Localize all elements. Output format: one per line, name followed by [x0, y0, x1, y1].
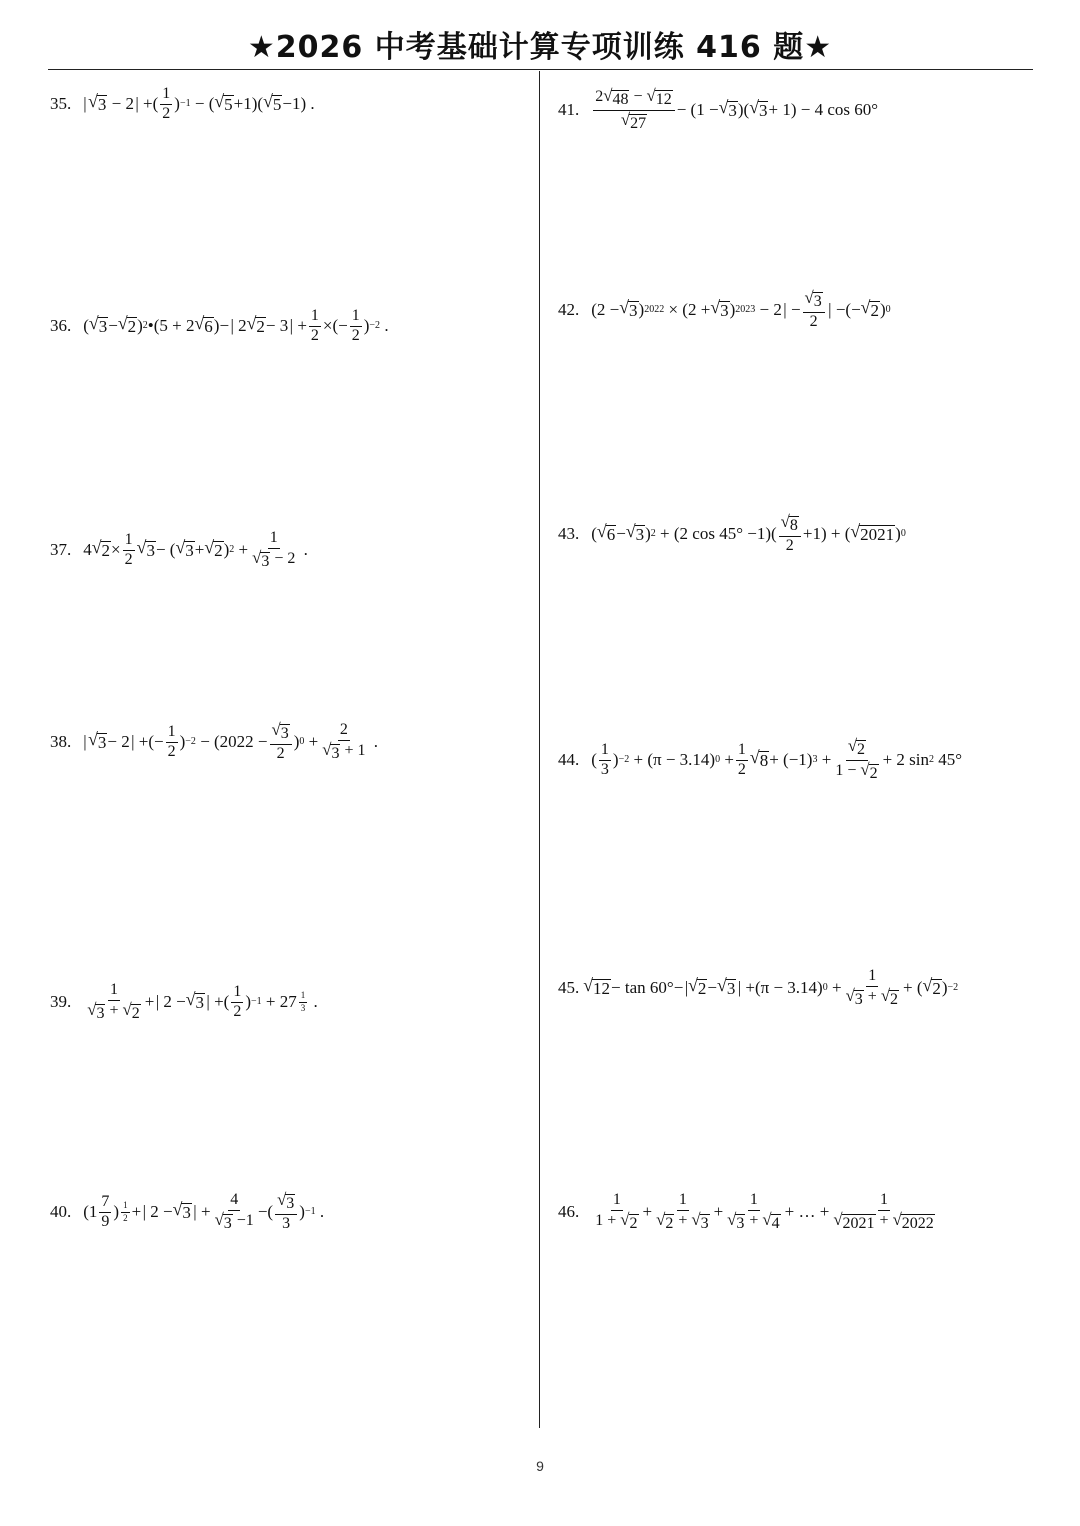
problem-number: 38. — [50, 732, 72, 752]
problem-41 — [558, 88, 878, 132]
problem-number: 45. — [558, 978, 580, 998]
problem-39 — [50, 982, 318, 1022]
problem-expression: ( $\frac{1}{3}$ ) −2 + (π − 3.14) 0 + $\frac{1}{2}$ √ 8 + (−1) 3 + √ 2 1 − √ 2 + 2 sin 2 45° — [591, 736, 963, 782]
problem-expression: 2 √ 48 − √ 12 √ 27 − (1 − √ 3 )( √ 3 + 1) − 4 cos 60° — [595, 86, 879, 132]
problem-number: 43. — [558, 524, 580, 544]
problem-number: 39. — [50, 992, 72, 1012]
problem-number: 36. — [50, 316, 72, 336]
problem-expression: 1 1 + √ 2 + 1 √ 2 + √ 3 + 1 √ 3 + √ 4 + … + 1 √ 2021 + √ 2022 — [595, 1191, 934, 1232]
problem-expression: √ 12 − tan 60°− | √ 2 − √ 3 | +(π − 3.14) 0 + 1 √ 3 + √ 2 + ( √ 2 ) −2 — [583, 967, 959, 1008]
problem-40 — [50, 1192, 324, 1232]
problem-expression: ( √ 6 − √ 3 ) 2 + (2 cos 45° −1)( √ 8 2 +1) + ( √ 2021 ) 0 — [591, 512, 906, 554]
column-divider — [539, 71, 540, 1428]
problem-number: 37. — [50, 540, 72, 560]
problem-35 — [50, 86, 315, 123]
problem-expression: (1 $\frac{7}{9}$ ) $\frac{1}{2}$ + | 2 − √ 3 | + 4 √ 3 −1 −( √ 3 3 ) −1 . — [83, 1190, 325, 1232]
problem-expression: | √ 3 − 2 | +( $\frac{1}{2}$ ) −1 − ( √ 5 +1)( √ 5 −1) . — [83, 85, 315, 122]
problem-44 — [558, 738, 962, 782]
problem-number: 41. — [558, 100, 580, 120]
problem-expression: 4 √ 2 × $\frac{1}{2}$ √ 3 − ( √ 3 + √ 2 ) 2 + 1 √ 3 − 2 . — [83, 529, 308, 570]
header-rule — [48, 69, 1033, 70]
problem-45 — [558, 968, 958, 1008]
problem-number: 40. — [50, 1202, 72, 1222]
problem-expression: | √ 3 − 2 | +(− $\frac{1}{2}$ ) −2 − (2022 − √ 3 2 ) 0 + 2 √ 3 + 1 . — [83, 720, 379, 762]
problem-number: 35. — [50, 94, 72, 114]
problem-number: 42. — [558, 300, 580, 320]
problem-expression: (2 − √ 3 ) 2022 × (2 + √ 3 ) 2023 − 2 | − √ 3 2 | −(− √ 2 ) 0 — [591, 288, 891, 330]
problem-38 — [50, 722, 378, 762]
problem-43 — [558, 514, 906, 554]
problem-number: 46. — [558, 1202, 580, 1222]
page-title: ★2026 中考基础计算专项训练 416 题★ — [247, 30, 833, 65]
problem-expression: ( √ 3 − √ 2 ) 2 •(5 + 2 √ 6 )− | 2 √ 2 − 3 | + $\frac{1}{2}$ ×(− $\frac{1}{2}$ ) −2 . — [83, 307, 389, 344]
problem-37 — [50, 530, 308, 570]
problem-46 — [558, 1192, 939, 1232]
page-number: 9 — [536, 1458, 544, 1474]
problem-expression: 1 √ 3 + √ 2 + | 2 − √ 3 | +( $\frac{1}{2}$ ) −1 + 27 $\frac{1}{3}$ . — [87, 981, 318, 1022]
problem-number: 44. — [558, 750, 580, 770]
problem-42 — [558, 290, 891, 330]
problem-36 — [50, 308, 389, 345]
